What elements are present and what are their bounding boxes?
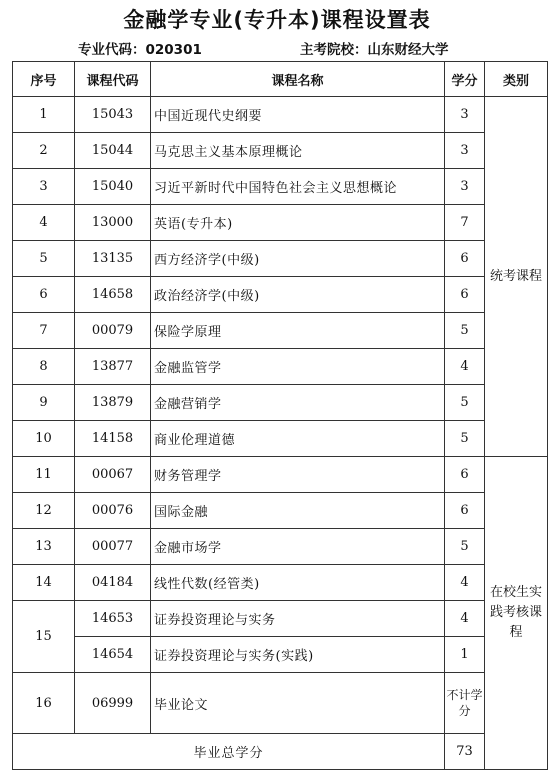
page-title: 金融学专业(专升本)课程设置表	[123, 8, 431, 32]
course-credit: 3	[445, 97, 485, 133]
total-row	[13, 734, 548, 770]
table-row	[13, 313, 548, 349]
table-row	[13, 385, 548, 421]
row-index: 11	[13, 457, 75, 493]
header-index: 序号	[13, 62, 75, 97]
table-row	[13, 169, 548, 205]
course-credit: 3	[445, 169, 485, 205]
course-credit: 6	[445, 241, 485, 277]
total-label: 毕业总学分	[13, 734, 445, 770]
row-index: 16	[13, 673, 75, 734]
course-name: 政治经济学(中级)	[151, 277, 445, 313]
course-code: 15044	[75, 133, 151, 169]
table-row	[13, 601, 548, 637]
row-index: 9	[13, 385, 75, 421]
course-name: 财务管理学	[151, 457, 445, 493]
course-name: 英语(专升本)	[151, 205, 445, 241]
course-name: 保险学原理	[151, 313, 445, 349]
course-code: 13877	[75, 349, 151, 385]
course-name: 金融营销学	[151, 385, 445, 421]
table-row	[13, 673, 548, 734]
row-index: 6	[13, 277, 75, 313]
course-code: 14653	[75, 601, 151, 637]
course-code: 14654	[75, 637, 151, 673]
row-index: 13	[13, 529, 75, 565]
table-row	[13, 277, 548, 313]
course-credit: 1	[445, 637, 485, 673]
table-row	[13, 421, 548, 457]
course-credit: 6	[445, 493, 485, 529]
row-index: 5	[13, 241, 75, 277]
header-code: 课程代码	[75, 62, 151, 97]
table-row	[13, 97, 548, 133]
table-row	[13, 205, 548, 241]
course-code: 13879	[75, 385, 151, 421]
major-code: 专业代码：020301	[78, 42, 202, 58]
row-index: 15	[13, 601, 75, 673]
row-index: 12	[13, 493, 75, 529]
course-credit: 4	[445, 601, 485, 637]
category-unified: 统考课程	[485, 97, 548, 457]
row-index: 10	[13, 421, 75, 457]
row-index: 3	[13, 169, 75, 205]
course-credit: 7	[445, 205, 485, 241]
course-code: 00067	[75, 457, 151, 493]
total-credit: 73	[445, 734, 485, 770]
course-code: 15040	[75, 169, 151, 205]
course-name: 金融市场学	[151, 529, 445, 565]
course-name: 马克思主义基本原理概论	[151, 133, 445, 169]
row-index: 8	[13, 349, 75, 385]
category-practice: 在校生实践考核课程	[485, 457, 548, 770]
course-name: 证券投资理论与实务(实践)	[151, 637, 445, 673]
header-credit: 学分	[445, 62, 485, 97]
row-index: 7	[13, 313, 75, 349]
row-index: 2	[13, 133, 75, 169]
course-credit: 6	[445, 277, 485, 313]
course-code: 13000	[75, 205, 151, 241]
course-credit: 不计学分	[445, 673, 485, 734]
course-name: 西方经济学(中级)	[151, 241, 445, 277]
course-credit: 4	[445, 349, 485, 385]
header-category: 类别	[485, 62, 548, 97]
course-code: 13135	[75, 241, 151, 277]
table-row	[13, 529, 548, 565]
course-code: 00077	[75, 529, 151, 565]
course-name: 毕业论文	[151, 673, 445, 734]
course-credit: 6	[445, 457, 485, 493]
course-credit: 5	[445, 385, 485, 421]
course-code: 15043	[75, 97, 151, 133]
course-name: 习近平新时代中国特色社会主义思想概论	[151, 169, 445, 205]
course-name: 国际金融	[151, 493, 445, 529]
row-index: 14	[13, 565, 75, 601]
table-row	[13, 493, 548, 529]
table-row	[13, 565, 548, 601]
course-code: 14158	[75, 421, 151, 457]
table-row	[13, 457, 548, 493]
course-name: 线性代数(经管类)	[151, 565, 445, 601]
course-code: 00079	[75, 313, 151, 349]
table-row	[13, 349, 548, 385]
course-credit: 5	[445, 313, 485, 349]
table-row	[13, 241, 548, 277]
table-row	[13, 637, 548, 673]
table-row	[13, 133, 548, 169]
course-credit: 4	[445, 565, 485, 601]
course-name: 中国近现代史纲要	[151, 97, 445, 133]
course-credit: 5	[445, 529, 485, 565]
course-name: 商业伦理道德	[151, 421, 445, 457]
course-name: 金融监管学	[151, 349, 445, 385]
table-header-row	[13, 62, 548, 97]
course-code: 14658	[75, 277, 151, 313]
course-credit: 3	[445, 133, 485, 169]
course-name: 证券投资理论与实务	[151, 601, 445, 637]
header-name: 课程名称	[151, 62, 445, 97]
exam-school: 主考院校：山东财经大学	[300, 42, 449, 58]
course-credit: 5	[445, 421, 485, 457]
row-index: 1	[13, 97, 75, 133]
course-code: 00076	[75, 493, 151, 529]
row-index: 4	[13, 205, 75, 241]
course-table	[12, 61, 548, 770]
course-code: 04184	[75, 565, 151, 601]
course-code: 06999	[75, 673, 151, 734]
